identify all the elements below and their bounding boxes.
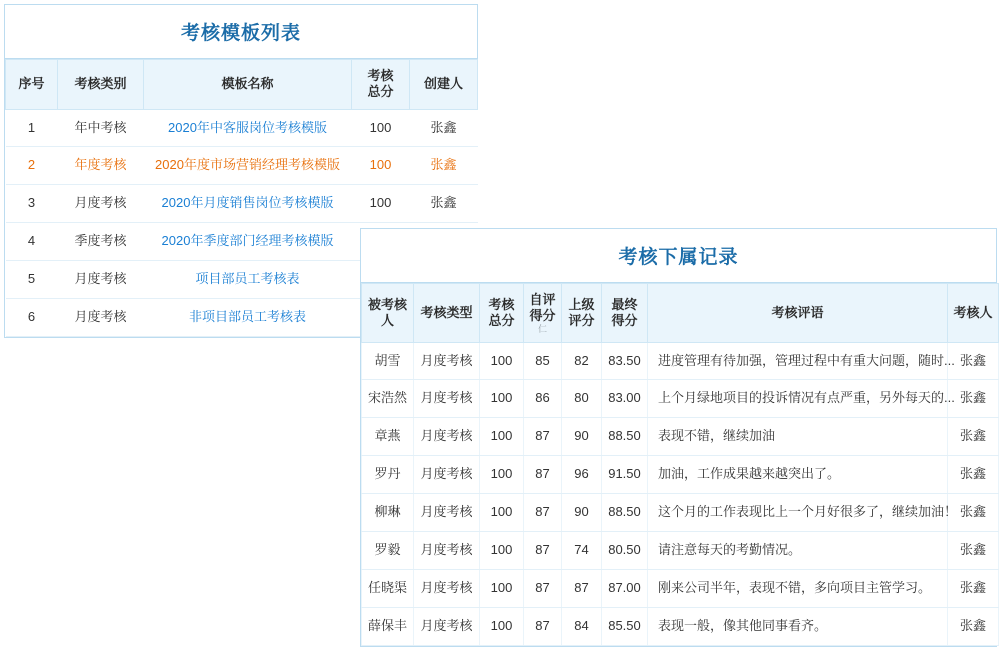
cell-final: 91.50	[602, 456, 648, 494]
cell-comment: 进度管理有待加强，管理过程中有重大问题，随时...	[648, 342, 948, 380]
cell-person: 罗丹	[362, 456, 414, 494]
records-panel-title: 考核下属记录	[361, 229, 996, 283]
cell-self: 87	[524, 607, 562, 645]
table-row[interactable]	[362, 494, 999, 532]
th-score-line1: 考核	[367, 68, 394, 83]
cell-assessor: 张鑫	[948, 342, 999, 380]
th-assessor: 考核人	[948, 284, 999, 343]
table-row[interactable]	[362, 342, 999, 380]
cell-person: 任晓渠	[362, 569, 414, 607]
th-self-score	[524, 284, 562, 343]
cell-sup: 87	[562, 569, 602, 607]
table-row[interactable]	[362, 418, 999, 456]
cell-self: 87	[524, 569, 562, 607]
cell-type: 月度考核	[414, 418, 480, 456]
cell-score: 100	[352, 109, 410, 147]
cell-person: 罗毅	[362, 531, 414, 569]
cell-total: 100	[480, 607, 524, 645]
cell-self: 87	[524, 531, 562, 569]
cell-no: 2	[6, 147, 58, 185]
table-row[interactable]	[362, 531, 999, 569]
th-person-l1: 被考核	[367, 296, 407, 312]
cell-self: 87	[524, 494, 562, 532]
th-score-line2: 总分	[367, 84, 394, 100]
th-person-l2: 人	[380, 312, 394, 328]
records-body	[362, 342, 999, 645]
cell-no: 6	[6, 298, 58, 336]
template-link[interactable]: 2020年月度销售岗位考核模版	[161, 195, 334, 211]
cell-assessor: 张鑫	[948, 494, 999, 532]
cell-final: 85.50	[602, 607, 648, 645]
cell-type: 月度考核	[414, 342, 480, 380]
cell-sup: 90	[562, 418, 602, 456]
cell-total: 100	[480, 418, 524, 456]
cell-type: 月度考核	[414, 531, 480, 569]
cell-creator: 张鑫	[410, 109, 478, 147]
cell-type: 季度考核	[58, 223, 144, 261]
template-link[interactable]: 项目部员工考核表	[195, 271, 300, 287]
th-final-l2: 得分	[611, 312, 638, 328]
cell-assessor: 张鑫	[948, 380, 999, 418]
cell-person: 胡雪	[362, 342, 414, 380]
th-total-l1: 考核	[488, 296, 515, 312]
cell-self: 86	[524, 380, 562, 418]
cell-no: 1	[6, 109, 58, 147]
th-sup-l2: 评分	[568, 312, 595, 328]
cell-no: 5	[6, 261, 58, 299]
table-row[interactable]	[6, 109, 478, 147]
th-self-l1: 自评	[529, 292, 556, 307]
cell-person: 薛保丰	[362, 607, 414, 645]
templates-panel-title: 考核模板列表	[5, 5, 477, 59]
cell-no: 3	[6, 185, 58, 223]
template-link[interactable]: 2020年季度部门经理考核模版	[161, 233, 334, 249]
cell-assessor: 张鑫	[948, 569, 999, 607]
th-self-l3: 仁	[537, 323, 547, 334]
cell-total: 100	[480, 569, 524, 607]
table-row[interactable]	[362, 380, 999, 418]
cell-name[interactable]	[144, 261, 352, 299]
table-row[interactable]	[6, 147, 478, 185]
cell-self: 85	[524, 342, 562, 380]
table-row[interactable]	[362, 569, 999, 607]
template-link[interactable]: 非项目部员工考核表	[188, 308, 306, 324]
cell-sup: 74	[562, 531, 602, 569]
cell-name[interactable]	[144, 109, 352, 147]
cell-name[interactable]	[144, 298, 352, 336]
records-header-row	[362, 284, 999, 343]
template-link[interactable]: 2020年中客服岗位考核模版	[168, 119, 327, 135]
cell-comment: 这个月的工作表现比上一个月好很多了，继续加油！	[648, 494, 948, 532]
cell-type: 月度考核	[58, 261, 144, 299]
th-final-score	[602, 284, 648, 343]
cell-type: 月度考核	[414, 494, 480, 532]
cell-comment: 刚来公司半年，表现不错，多向项目主管学习。	[648, 569, 948, 607]
cell-assessor: 张鑫	[948, 456, 999, 494]
cell-final: 88.50	[602, 494, 648, 532]
th-final-l1: 最终	[611, 296, 638, 312]
cell-assessor: 张鑫	[948, 607, 999, 645]
th-total-score	[480, 284, 524, 343]
cell-total: 100	[480, 342, 524, 380]
cell-person: 柳琳	[362, 494, 414, 532]
cell-sup: 90	[562, 494, 602, 532]
cell-sup: 84	[562, 607, 602, 645]
cell-total: 100	[480, 531, 524, 569]
th-comment: 考核评语	[648, 284, 948, 343]
cell-type: 月度考核	[58, 298, 144, 336]
cell-comment: 表现一般，像其他同事看齐。	[648, 607, 948, 645]
cell-person: 章燕	[362, 418, 414, 456]
cell-final: 83.50	[602, 342, 648, 380]
cell-self: 87	[524, 418, 562, 456]
cell-self: 87	[524, 456, 562, 494]
cell-creator: 张鑫	[410, 185, 478, 223]
templates-header-row	[6, 60, 478, 110]
cell-sup: 96	[562, 456, 602, 494]
cell-comment: 加油，工作成果越来越突出了。	[648, 456, 948, 494]
table-row[interactable]	[6, 185, 478, 223]
th-score	[352, 60, 410, 110]
cell-comment: 表现不错，继续加油	[648, 418, 948, 456]
th-name: 模板名称	[144, 60, 352, 110]
template-link[interactable]: 2020年度市场营销经理考核模版	[155, 157, 340, 173]
th-person	[362, 284, 414, 343]
cell-comment: 请注意每天的考勤情况。	[648, 531, 948, 569]
th-sup-l1: 上级	[568, 296, 595, 312]
th-self-l2: 得分	[529, 308, 556, 324]
th-creator: 创建人	[410, 60, 478, 110]
th-supervisor-score	[562, 284, 602, 343]
cell-no: 4	[6, 223, 58, 261]
th-no: 序号	[6, 60, 58, 110]
cell-type: 月度考核	[58, 185, 144, 223]
cell-total: 100	[480, 380, 524, 418]
cell-total: 100	[480, 494, 524, 532]
cell-type: 月度考核	[414, 607, 480, 645]
cell-creator: 张鑫	[410, 147, 478, 185]
cell-score: 100	[352, 147, 410, 185]
table-row[interactable]	[362, 607, 999, 645]
cell-final: 83.00	[602, 380, 648, 418]
cell-assessor: 张鑫	[948, 418, 999, 456]
cell-total: 100	[480, 456, 524, 494]
th-assessment-type: 考核类型	[414, 284, 480, 343]
cell-final: 80.50	[602, 531, 648, 569]
cell-type: 月度考核	[414, 569, 480, 607]
cell-sup: 82	[562, 342, 602, 380]
table-row[interactable]	[362, 456, 999, 494]
th-total-l2: 总分	[488, 312, 515, 328]
subordinate-assessment-records-panel	[360, 228, 997, 647]
cell-name[interactable]	[144, 147, 352, 185]
th-type: 考核类别	[58, 60, 144, 110]
cell-type: 月度考核	[414, 456, 480, 494]
cell-score: 100	[352, 185, 410, 223]
cell-final: 88.50	[602, 418, 648, 456]
cell-type: 年度考核	[58, 147, 144, 185]
cell-person: 宋浩然	[362, 380, 414, 418]
cell-type: 月度考核	[414, 380, 480, 418]
cell-name[interactable]	[144, 185, 352, 223]
cell-sup: 80	[562, 380, 602, 418]
records-table	[361, 283, 999, 646]
cell-name[interactable]	[144, 223, 352, 261]
cell-final: 87.00	[602, 569, 648, 607]
cell-comment: 上个月绿地项目的投诉情况有点严重，另外每天的...	[648, 380, 948, 418]
cell-type: 年中考核	[58, 109, 144, 147]
cell-assessor: 张鑫	[948, 531, 999, 569]
